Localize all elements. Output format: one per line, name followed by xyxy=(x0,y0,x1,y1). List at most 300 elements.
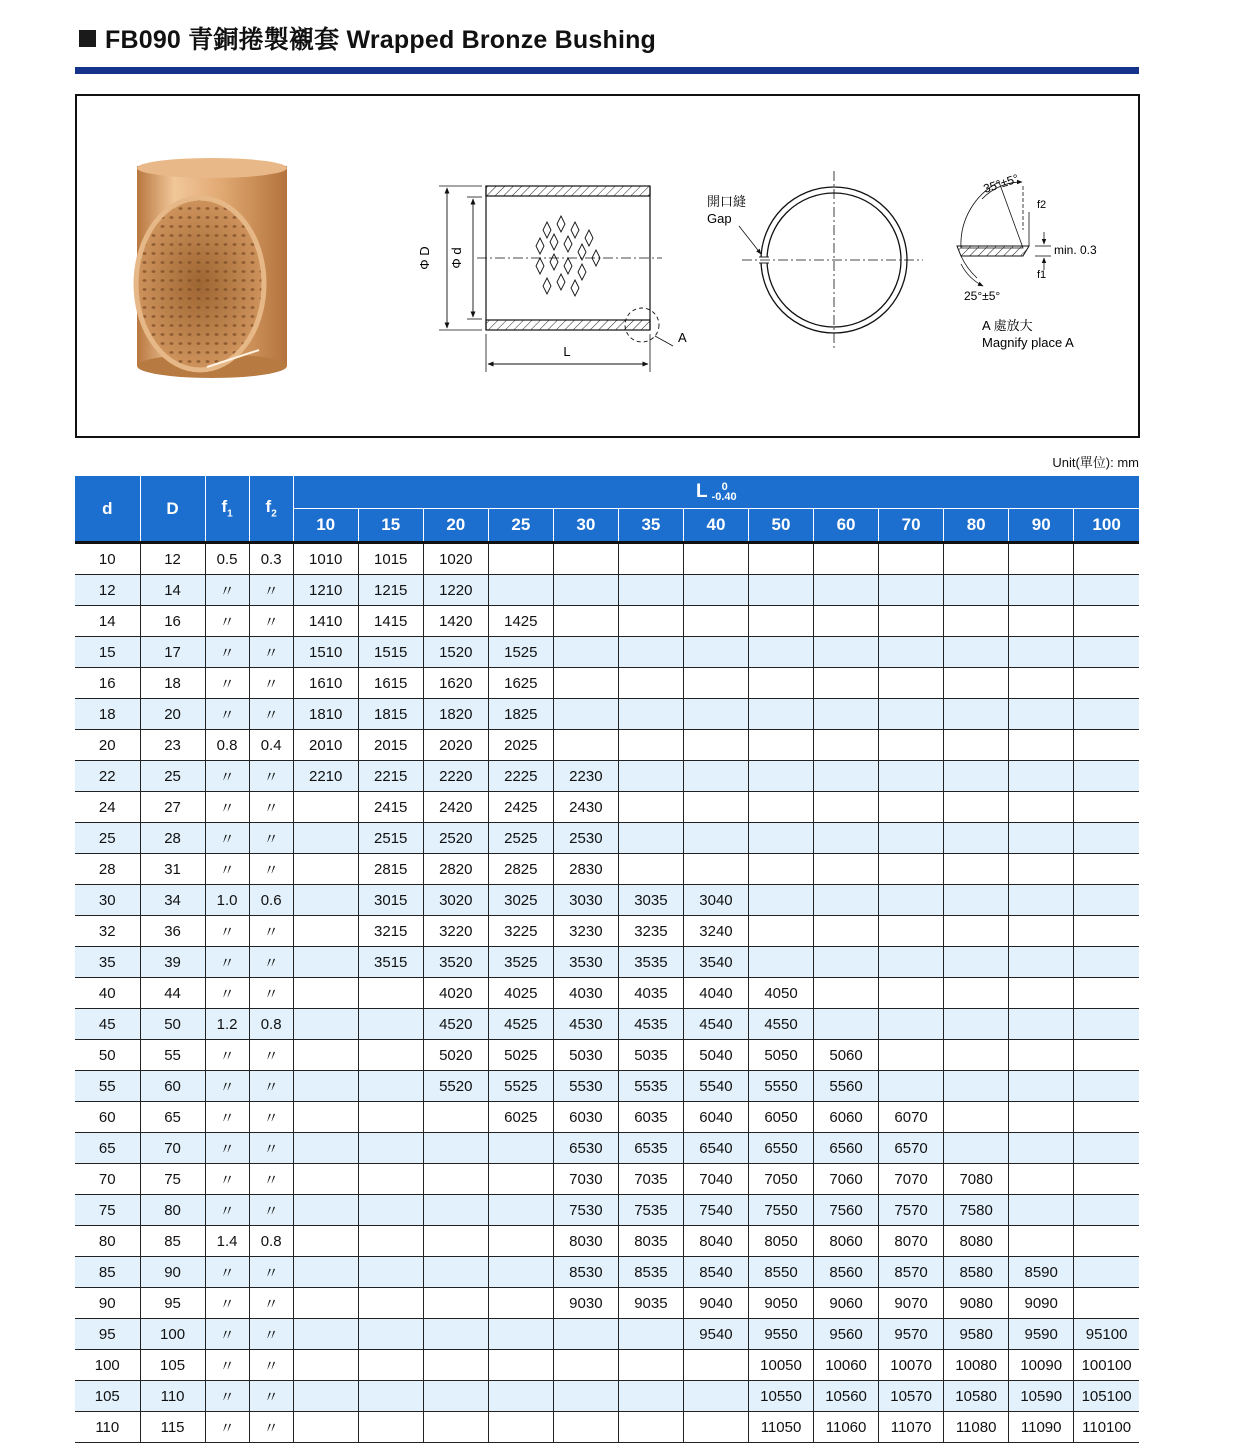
table-cell: 80 xyxy=(75,1226,140,1257)
angle-bottom-label: 25°±5° xyxy=(964,289,1001,303)
table-cell: 〃 xyxy=(205,1164,249,1195)
table-cell: 25 xyxy=(75,823,140,854)
table-cell: 8070 xyxy=(879,1226,944,1257)
table-row xyxy=(75,1381,1139,1412)
table-row xyxy=(75,1412,1139,1443)
table-cell: 〃 xyxy=(205,1133,249,1164)
table-cell: 6070 xyxy=(879,1102,944,1133)
table-cell: 40 xyxy=(75,978,140,1009)
table-cell xyxy=(293,792,358,823)
table-cell: 6025 xyxy=(488,1102,553,1133)
table-cell xyxy=(683,761,748,792)
table-cell xyxy=(944,947,1009,978)
table-cell: 8540 xyxy=(683,1257,748,1288)
table-cell xyxy=(748,699,813,730)
table-cell: 2220 xyxy=(423,761,488,792)
header-f2 xyxy=(249,476,293,543)
table-cell xyxy=(293,1133,358,1164)
page-title-text: FB090 青銅捲製襯套 Wrapped Bronze Bushing xyxy=(105,26,657,54)
table-cell: 3515 xyxy=(358,947,423,978)
table-cell: 1525 xyxy=(488,637,553,668)
table-cell: 100 xyxy=(75,1350,140,1381)
table-cell xyxy=(879,885,944,916)
table-row xyxy=(75,885,1139,916)
bushing-photo xyxy=(136,158,287,378)
table-cell: 〃 xyxy=(249,1288,293,1319)
table-cell: 3235 xyxy=(618,916,683,947)
table-cell: 〃 xyxy=(205,1350,249,1381)
table-cell xyxy=(683,1412,748,1443)
table-cell: 70 xyxy=(140,1133,205,1164)
table-cell: 5060 xyxy=(814,1040,879,1071)
min-gap-label: min. 0.3 xyxy=(1054,243,1097,257)
detail-a-label: A xyxy=(678,330,687,345)
table-cell: 0.8 xyxy=(249,1226,293,1257)
table-row xyxy=(75,730,1139,761)
table-cell: 11060 xyxy=(814,1412,879,1443)
table-cell xyxy=(748,823,813,854)
table-cell xyxy=(944,543,1009,575)
dim-length: L xyxy=(563,344,571,359)
table-cell: 〃 xyxy=(249,606,293,637)
length-header-cell: 80 xyxy=(944,509,1009,543)
table-cell xyxy=(618,854,683,885)
table-cell xyxy=(748,854,813,885)
table-cell: 4530 xyxy=(553,1009,618,1040)
table-cell: 8060 xyxy=(814,1226,879,1257)
table-cell: 110100 xyxy=(1074,1412,1139,1443)
title-divider xyxy=(75,67,1139,74)
table-cell xyxy=(1074,792,1139,823)
table-cell xyxy=(293,1226,358,1257)
table-cell: 2825 xyxy=(488,854,553,885)
table-cell: 〃 xyxy=(249,1195,293,1226)
table-cell xyxy=(423,1257,488,1288)
table-cell: 8030 xyxy=(553,1226,618,1257)
table-cell xyxy=(748,761,813,792)
table-cell: 110 xyxy=(140,1381,205,1412)
table-cell: 27 xyxy=(140,792,205,823)
table-cell: 15 xyxy=(75,637,140,668)
table-cell xyxy=(1009,1071,1074,1102)
page-title xyxy=(79,20,656,56)
table-cell: 3015 xyxy=(358,885,423,916)
table-cell: 45 xyxy=(75,1009,140,1040)
table-cell xyxy=(293,978,358,1009)
table-cell: 5020 xyxy=(423,1040,488,1071)
table-cell: 2025 xyxy=(488,730,553,761)
table-cell: 16 xyxy=(140,606,205,637)
table-row xyxy=(75,606,1139,637)
table-cell: 1810 xyxy=(293,699,358,730)
table-cell xyxy=(488,543,553,575)
table-cell xyxy=(1009,606,1074,637)
table-cell xyxy=(293,1288,358,1319)
table-row xyxy=(75,1319,1139,1350)
table-cell: 7035 xyxy=(618,1164,683,1195)
table-row xyxy=(75,916,1139,947)
table-cell xyxy=(683,1350,748,1381)
table-cell: 1.4 xyxy=(205,1226,249,1257)
table-cell xyxy=(358,1195,423,1226)
header-D: D xyxy=(140,476,205,543)
table-cell xyxy=(1074,1071,1139,1102)
table-cell: 7030 xyxy=(553,1164,618,1195)
table-cell: 5050 xyxy=(748,1040,813,1071)
table-cell xyxy=(944,1040,1009,1071)
table-cell xyxy=(618,606,683,637)
table-cell: 32 xyxy=(75,916,140,947)
table-cell: 8050 xyxy=(748,1226,813,1257)
table-cell: 5530 xyxy=(553,1071,618,1102)
table-cell: 7070 xyxy=(879,1164,944,1195)
table-cell xyxy=(1074,730,1139,761)
table-cell xyxy=(1009,637,1074,668)
table-cell: 2425 xyxy=(488,792,553,823)
table-cell: 7540 xyxy=(683,1195,748,1226)
table-cell: 〃 xyxy=(205,1040,249,1071)
spec-table xyxy=(75,476,1139,1443)
table-cell xyxy=(944,606,1009,637)
table-cell xyxy=(683,543,748,575)
section-view xyxy=(417,186,687,372)
table-cell: 1520 xyxy=(423,637,488,668)
table-cell xyxy=(1074,1133,1139,1164)
table-cell: 10580 xyxy=(944,1381,1009,1412)
table-cell xyxy=(879,761,944,792)
table-cell: 3040 xyxy=(683,885,748,916)
table-cell: 8035 xyxy=(618,1226,683,1257)
table-cell: 1215 xyxy=(358,575,423,606)
table-cell: 5560 xyxy=(814,1071,879,1102)
length-header-cell: 70 xyxy=(879,509,944,543)
table-cell xyxy=(1009,543,1074,575)
table-cell xyxy=(1009,792,1074,823)
table-cell: 5035 xyxy=(618,1040,683,1071)
table-cell: 2020 xyxy=(423,730,488,761)
table-cell: 7060 xyxy=(814,1164,879,1195)
table-cell: 1820 xyxy=(423,699,488,730)
table-cell: 6035 xyxy=(618,1102,683,1133)
table-cell xyxy=(618,637,683,668)
header-f2-sub: 2 xyxy=(271,508,277,520)
table-cell xyxy=(814,761,879,792)
table-cell: 9570 xyxy=(879,1319,944,1350)
table-cell xyxy=(879,1009,944,1040)
table-cell: 〃 xyxy=(249,1381,293,1412)
table-cell: 4520 xyxy=(423,1009,488,1040)
table-cell: 10050 xyxy=(748,1350,813,1381)
table-cell: 31 xyxy=(140,854,205,885)
table-cell xyxy=(1074,543,1139,575)
header-f1-main: f xyxy=(221,497,228,517)
table-cell xyxy=(814,637,879,668)
table-cell xyxy=(618,792,683,823)
table-cell xyxy=(814,854,879,885)
table-cell: 1415 xyxy=(358,606,423,637)
table-cell: 7560 xyxy=(814,1195,879,1226)
table-cell xyxy=(1009,1102,1074,1133)
table-cell xyxy=(1009,885,1074,916)
table-cell: 8560 xyxy=(814,1257,879,1288)
length-header-cell: 60 xyxy=(814,509,879,543)
table-row xyxy=(75,792,1139,823)
table-cell: 8570 xyxy=(879,1257,944,1288)
table-cell xyxy=(553,1350,618,1381)
length-header-cell: 90 xyxy=(1009,509,1074,543)
table-cell: 5520 xyxy=(423,1071,488,1102)
header-length-label: L xyxy=(695,481,708,502)
table-cell: 9580 xyxy=(944,1319,1009,1350)
table-cell xyxy=(944,730,1009,761)
table-cell: 0.3 xyxy=(249,543,293,575)
f1-label: f1 xyxy=(1037,269,1047,281)
table-cell xyxy=(618,1381,683,1412)
table-cell xyxy=(423,1164,488,1195)
table-cell: 10090 xyxy=(1009,1350,1074,1381)
table-cell: 1615 xyxy=(358,668,423,699)
table-cell xyxy=(1009,761,1074,792)
length-header-cell: 10 xyxy=(293,509,358,543)
table-cell: 1620 xyxy=(423,668,488,699)
table-cell xyxy=(358,1350,423,1381)
table-cell: 1.0 xyxy=(205,885,249,916)
table-cell: 4040 xyxy=(683,978,748,1009)
table-cell xyxy=(293,1164,358,1195)
table-cell xyxy=(423,1350,488,1381)
table-cell: 18 xyxy=(140,668,205,699)
table-cell xyxy=(553,1381,618,1412)
table-cell: 9560 xyxy=(814,1319,879,1350)
table-cell xyxy=(618,1319,683,1350)
table-cell: 20 xyxy=(140,699,205,730)
table-cell xyxy=(814,947,879,978)
tolerance-upper: 0 xyxy=(721,480,728,493)
drawing-panel xyxy=(75,94,1140,438)
table-cell: 10570 xyxy=(879,1381,944,1412)
table-cell xyxy=(814,730,879,761)
table-cell: 0.8 xyxy=(205,730,249,761)
table-cell: 〃 xyxy=(205,1319,249,1350)
table-cell: 〃 xyxy=(205,668,249,699)
table-cell xyxy=(1074,823,1139,854)
table-cell: 10560 xyxy=(814,1381,879,1412)
table-cell: 1.2 xyxy=(205,1009,249,1040)
table-row xyxy=(75,1164,1139,1195)
table-cell: 3215 xyxy=(358,916,423,947)
table-cell xyxy=(814,885,879,916)
table-cell: 9035 xyxy=(618,1288,683,1319)
table-cell: 9050 xyxy=(748,1288,813,1319)
table-cell: 44 xyxy=(140,978,205,1009)
table-cell: 100100 xyxy=(1074,1350,1139,1381)
table-cell: 90 xyxy=(75,1288,140,1319)
dim-inner-diameter: Φ d xyxy=(449,247,464,269)
table-cell xyxy=(1074,668,1139,699)
table-cell xyxy=(488,1412,553,1443)
table-cell: 30 xyxy=(75,885,140,916)
table-cell: 1425 xyxy=(488,606,553,637)
table-cell xyxy=(748,668,813,699)
table-cell: 4020 xyxy=(423,978,488,1009)
table-cell xyxy=(1074,1040,1139,1071)
table-cell xyxy=(293,1195,358,1226)
table-cell: 6550 xyxy=(748,1133,813,1164)
table-cell xyxy=(488,1133,553,1164)
table-cell: 3025 xyxy=(488,885,553,916)
table-cell: 2415 xyxy=(358,792,423,823)
length-header-cell: 30 xyxy=(553,509,618,543)
table-cell: 60 xyxy=(140,1071,205,1102)
table-cell: 105 xyxy=(140,1350,205,1381)
table-cell xyxy=(293,1102,358,1133)
table-cell: 1510 xyxy=(293,637,358,668)
table-cell xyxy=(553,668,618,699)
header-f1-sub: 1 xyxy=(227,508,233,520)
table-cell: 〃 xyxy=(249,1412,293,1443)
table-cell: 8590 xyxy=(1009,1257,1074,1288)
table-row xyxy=(75,1009,1139,1040)
table-cell xyxy=(944,792,1009,823)
table-cell: 5540 xyxy=(683,1071,748,1102)
table-cell: 70 xyxy=(75,1164,140,1195)
table-cell xyxy=(814,606,879,637)
table-cell xyxy=(1009,1133,1074,1164)
table-cell: 3220 xyxy=(423,916,488,947)
table-row xyxy=(75,1257,1139,1288)
table-cell: 2225 xyxy=(488,761,553,792)
table-cell xyxy=(748,885,813,916)
table-cell xyxy=(358,1133,423,1164)
table-cell: 1825 xyxy=(488,699,553,730)
table-cell xyxy=(293,1257,358,1288)
table-cell xyxy=(358,1288,423,1319)
table-cell: 1625 xyxy=(488,668,553,699)
table-cell: 2525 xyxy=(488,823,553,854)
table-cell xyxy=(748,792,813,823)
table-cell: 9090 xyxy=(1009,1288,1074,1319)
table-cell: 9060 xyxy=(814,1288,879,1319)
table-cell: 9040 xyxy=(683,1288,748,1319)
table-cell: 11080 xyxy=(944,1412,1009,1443)
table-cell xyxy=(944,637,1009,668)
table-cell: 7040 xyxy=(683,1164,748,1195)
table-cell: 55 xyxy=(140,1040,205,1071)
table-cell xyxy=(358,1257,423,1288)
table-cell xyxy=(553,730,618,761)
table-cell: 9030 xyxy=(553,1288,618,1319)
table-cell: 1020 xyxy=(423,543,488,575)
table-cell xyxy=(814,699,879,730)
table-cell xyxy=(683,854,748,885)
table-cell xyxy=(618,668,683,699)
table-cell xyxy=(1009,823,1074,854)
table-cell: 5535 xyxy=(618,1071,683,1102)
table-row xyxy=(75,543,1139,575)
table-cell xyxy=(358,1009,423,1040)
table-cell xyxy=(1009,575,1074,606)
table-row xyxy=(75,854,1139,885)
table-cell xyxy=(683,823,748,854)
table-cell: 50 xyxy=(75,1040,140,1071)
table-cell xyxy=(358,978,423,1009)
table-cell xyxy=(1074,978,1139,1009)
table-cell: 〃 xyxy=(249,854,293,885)
table-cell: 9590 xyxy=(1009,1319,1074,1350)
table-cell xyxy=(618,575,683,606)
table-cell: 3225 xyxy=(488,916,553,947)
table-cell: 4550 xyxy=(748,1009,813,1040)
table-cell: 28 xyxy=(75,854,140,885)
table-cell: 2515 xyxy=(358,823,423,854)
table-cell xyxy=(1074,637,1139,668)
table-cell: 1010 xyxy=(293,543,358,575)
table-cell xyxy=(748,543,813,575)
table-cell xyxy=(944,823,1009,854)
table-cell xyxy=(683,637,748,668)
table-cell xyxy=(1074,1195,1139,1226)
table-cell: 0.4 xyxy=(249,730,293,761)
table-cell: 7050 xyxy=(748,1164,813,1195)
table-cell xyxy=(618,699,683,730)
table-cell xyxy=(293,916,358,947)
table-cell xyxy=(683,668,748,699)
table-cell: 6540 xyxy=(683,1133,748,1164)
table-cell: 1610 xyxy=(293,668,358,699)
table-cell: 〃 xyxy=(249,761,293,792)
table-cell xyxy=(1009,699,1074,730)
table-cell xyxy=(358,1102,423,1133)
table-row xyxy=(75,1071,1139,1102)
bushing-top-rim xyxy=(137,158,287,178)
table-cell xyxy=(618,761,683,792)
table-cell xyxy=(488,1226,553,1257)
table-cell xyxy=(944,699,1009,730)
table-cell: 7580 xyxy=(944,1195,1009,1226)
table-cell xyxy=(814,575,879,606)
table-cell: 7530 xyxy=(553,1195,618,1226)
table-cell: 3535 xyxy=(618,947,683,978)
table-cell xyxy=(553,699,618,730)
table-row xyxy=(75,1040,1139,1071)
table-cell: 95 xyxy=(140,1288,205,1319)
length-header-cell: 15 xyxy=(358,509,423,543)
tolerance-lower: -0.40 xyxy=(711,490,737,503)
table-cell xyxy=(879,947,944,978)
table-cell xyxy=(1074,947,1139,978)
magnify-label-cn: A 處放大 xyxy=(982,318,1033,333)
table-cell: 2430 xyxy=(553,792,618,823)
table-cell xyxy=(423,1381,488,1412)
table-cell xyxy=(358,1319,423,1350)
table-cell: 0.8 xyxy=(249,1009,293,1040)
table-cell: 〃 xyxy=(205,1195,249,1226)
table-cell: 10 xyxy=(75,543,140,575)
table-row xyxy=(75,761,1139,792)
table-cell xyxy=(1074,1288,1139,1319)
table-cell xyxy=(1009,1009,1074,1040)
table-cell: 4050 xyxy=(748,978,813,1009)
table-cell: 〃 xyxy=(249,978,293,1009)
length-header-cell: 40 xyxy=(683,509,748,543)
table-cell xyxy=(879,543,944,575)
table-cell: 7570 xyxy=(879,1195,944,1226)
table-row xyxy=(75,637,1139,668)
table-cell: 3230 xyxy=(553,916,618,947)
header-f2-main: f xyxy=(265,497,272,517)
table-cell xyxy=(748,606,813,637)
table-cell xyxy=(944,761,1009,792)
